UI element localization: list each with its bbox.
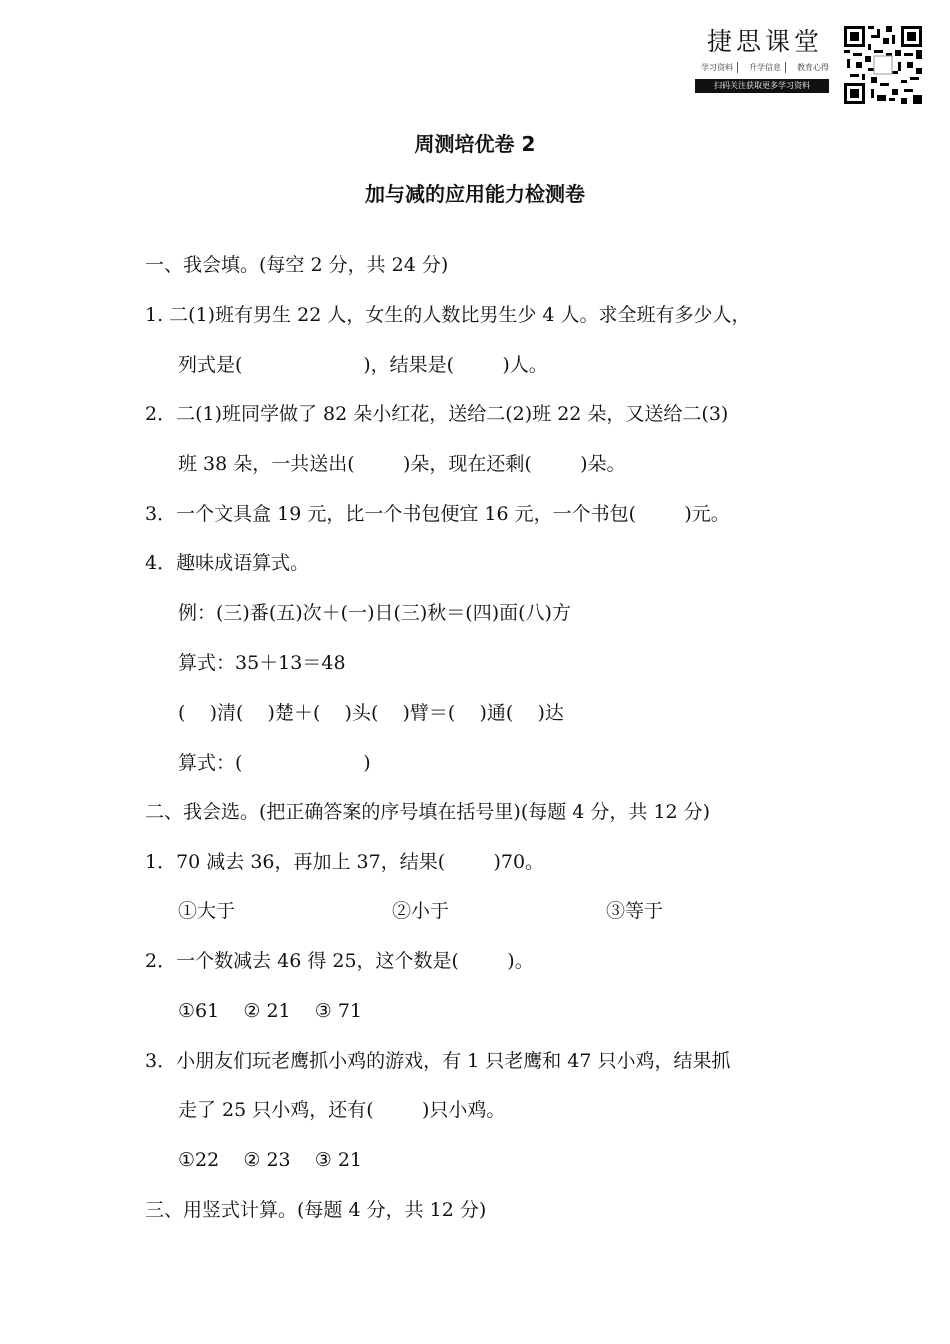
answer-line: 算式：( ) (178, 752, 371, 774)
example-line: 例：(三)番(五)次＋(一)日(三)秋＝(四)面(八)方 (178, 602, 571, 624)
section-heading: 三、用竖式计算。(每题 4 分，共 12 分) (145, 1199, 487, 1221)
brand-tag: 升学信息 (745, 62, 786, 73)
question-line: ( )清( )楚＋( )头( )臂＝( )通( )达 (178, 702, 564, 724)
example-formula: 算式：35＋13＝48 (178, 652, 346, 674)
brand-logo (695, 26, 835, 93)
page-title: 周测培优卷 2 (414, 132, 536, 156)
brand-tag: 教育心得 (797, 63, 829, 72)
question-line: 3．小朋友们玩老鹰抓小鸡的游戏，有 1 只老鹰和 47 只小鸡，结果抓 (145, 1050, 731, 1072)
question-line: 1. 二(1)班有男生 22 人，女生的人数比男生少 4 人。求全班有多少人， (145, 304, 751, 326)
brand-tags (695, 62, 835, 73)
question-line: 2．一个数减去 46 得 25，这个数是( )。 (145, 950, 534, 972)
question-line: 2．二(1)班同学做了 82 朵小红花，送给二(2)班 22 朵，又送给二(3) (145, 403, 729, 425)
options-line: ①22 ② 23 ③ 21 (178, 1149, 363, 1171)
qr-code-icon (844, 26, 922, 104)
question-line: 1．70 减去 36，再加上 37，结果( )70。 (145, 851, 545, 873)
page-subtitle: 加与减的应用能力检测卷 (365, 182, 585, 206)
options-line: ①大于 ②小于 ③等于 (178, 900, 664, 922)
section-heading: 二、我会选。(把正确答案的序号填在括号里)(每题 4 分，共 12 分) (145, 801, 711, 823)
question-line: 班 38 朵，一共送出( )朵，现在还剩( )朵。 (178, 453, 626, 475)
question-line: 3．一个文具盒 19 元，比一个书包便宜 16 元，一个书包( )元。 (145, 503, 730, 525)
brand-tag: 学习资料 (697, 62, 738, 73)
question-line: 4．趣味成语算式。 (145, 552, 310, 574)
section-heading: 一、我会填。(每空 2 分，共 24 分) (145, 254, 449, 276)
options-line: ①61 ② 21 ③ 71 (178, 1000, 363, 1022)
brand-name: 捷思课堂 (706, 27, 823, 56)
brand-bar: 扫码关注获取更多学习资料 (695, 79, 829, 93)
question-line: 列式是( )，结果是( )人。 (178, 354, 548, 376)
question-line: 走了 25 只小鸡，还有( )只小鸡。 (178, 1099, 506, 1121)
